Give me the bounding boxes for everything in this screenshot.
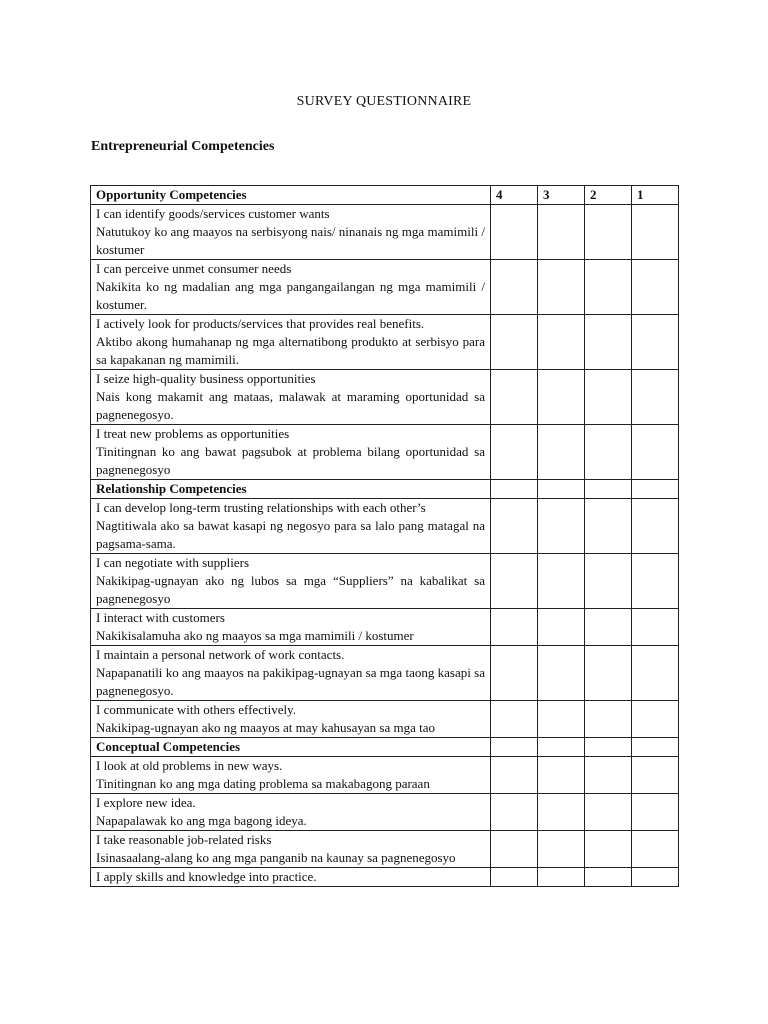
rating-cell-1[interactable] [632, 205, 679, 260]
rating-cell-4[interactable] [491, 646, 538, 701]
question-english: I treat new problems as opportunities [96, 426, 290, 441]
question-row [91, 205, 679, 260]
question-text [91, 370, 491, 425]
rating-cell-4[interactable] [491, 370, 538, 425]
rating-cell-2[interactable] [585, 609, 632, 646]
question-row [91, 554, 679, 609]
section-subtitle: Entrepreneurial Competencies [91, 139, 275, 154]
scale-header-3: 3 [538, 186, 585, 205]
question-english: I actively look for products/services that provides real benefits. [96, 316, 425, 331]
question-tagalog: Napapanatili ko ang maayos na pakikipag-ugnayan sa mga taong kasapi sa pagnenegosyo. [96, 665, 485, 698]
question-english: I can perceive unmet consumer needs [96, 261, 292, 276]
question-english: I seize high-quality business opportunities [96, 371, 316, 386]
rating-cell-1[interactable] [632, 868, 679, 887]
scale-blank-cell [491, 480, 538, 499]
question-tagalog: Nakikipag-ugnayan ako ng maayos at may kahusayan sa mga tao [96, 720, 435, 735]
question-tagalog: Nagtitiwala ako sa bawat kasapi ng negosyo para sa lalo pang matagal na pagsama-sama. [96, 518, 485, 551]
question-text [91, 315, 491, 370]
question-row [91, 646, 679, 701]
scale-blank-cell [538, 480, 585, 499]
question-tagalog: Nais kong makamit ang mataas, malawak at maraming oportunidad sa pagnenegosyo. [96, 389, 485, 422]
question-text [91, 868, 491, 887]
question-english: I explore new idea. [96, 795, 196, 810]
rating-cell-4[interactable] [491, 609, 538, 646]
question-row [91, 868, 679, 887]
question-tagalog: Isinasaalang-alang ko ang mga panganib na kaunay sa pagnenegosyo [96, 850, 456, 865]
question-text [91, 554, 491, 609]
rating-cell-2[interactable] [585, 831, 632, 868]
survey-table-body [91, 186, 679, 887]
rating-cell-2[interactable] [585, 499, 632, 554]
scale-blank-cell [538, 738, 585, 757]
rating-cell-1[interactable] [632, 370, 679, 425]
rating-cell-4[interactable] [491, 315, 538, 370]
rating-cell-3[interactable] [538, 794, 585, 831]
rating-cell-4[interactable] [491, 794, 538, 831]
rating-cell-2[interactable] [585, 425, 632, 480]
section-heading: Opportunity Competencies [91, 186, 491, 205]
rating-cell-3[interactable] [538, 609, 585, 646]
rating-cell-3[interactable] [538, 315, 585, 370]
rating-cell-1[interactable] [632, 831, 679, 868]
survey-table [90, 185, 679, 887]
rating-cell-2[interactable] [585, 370, 632, 425]
question-tagalog: Aktibo akong humahanap ng mga alternatibong produkto at serbisyo para sa kapakanan ng mamimili. [96, 334, 485, 367]
section-heading-row [91, 186, 679, 205]
question-row [91, 499, 679, 554]
rating-cell-1[interactable] [632, 260, 679, 315]
question-text [91, 831, 491, 868]
question-text [91, 425, 491, 480]
scale-blank-cell [491, 738, 538, 757]
question-row [91, 701, 679, 738]
rating-cell-1[interactable] [632, 609, 679, 646]
rating-cell-3[interactable] [538, 757, 585, 794]
rating-cell-3[interactable] [538, 499, 585, 554]
rating-cell-3[interactable] [538, 370, 585, 425]
rating-cell-1[interactable] [632, 554, 679, 609]
rating-cell-2[interactable] [585, 794, 632, 831]
question-tagalog: Tinitingnan ko ang mga dating problema sa makabagong paraan [96, 776, 430, 791]
question-english: I can develop long-term trusting relationships with each other’s [96, 500, 426, 515]
question-english: I communicate with others effectively. [96, 702, 296, 717]
rating-cell-3[interactable] [538, 205, 585, 260]
rating-cell-2[interactable] [585, 757, 632, 794]
scale-blank-cell [585, 480, 632, 499]
question-tagalog: Tinitingnan ko ang bawat pagsubok at problema bilang oportunidad sa pagnenegosyo [96, 444, 485, 477]
question-row [91, 757, 679, 794]
rating-cell-4[interactable] [491, 757, 538, 794]
question-english: I can identify goods/services customer wants [96, 206, 330, 221]
question-tagalog: Nakikita ko ng madalian ang mga pangangailangan ng mga mamimili / kostumer. [96, 279, 485, 312]
question-text [91, 609, 491, 646]
question-text [91, 646, 491, 701]
rating-cell-2[interactable] [585, 315, 632, 370]
rating-cell-3[interactable] [538, 701, 585, 738]
rating-cell-3[interactable] [538, 646, 585, 701]
rating-cell-1[interactable] [632, 499, 679, 554]
question-row [91, 370, 679, 425]
rating-cell-3[interactable] [538, 554, 585, 609]
question-text [91, 499, 491, 554]
question-english: I take reasonable job-related risks [96, 832, 272, 847]
question-text [91, 794, 491, 831]
question-english: I interact with customers [96, 610, 225, 625]
question-text [91, 701, 491, 738]
question-row [91, 260, 679, 315]
question-text [91, 757, 491, 794]
question-english: I maintain a personal network of work contacts. [96, 647, 345, 662]
section-heading-row [91, 480, 679, 499]
rating-cell-2[interactable] [585, 554, 632, 609]
rating-cell-4[interactable] [491, 205, 538, 260]
question-row [91, 609, 679, 646]
rating-cell-4[interactable] [491, 554, 538, 609]
rating-cell-1[interactable] [632, 646, 679, 701]
question-tagalog: Natutukoy ko ang maayos na serbisyong nais/ ninanais ng mga mamimili / kostumer [96, 224, 485, 257]
question-tagalog: Napapalawak ko ang mga bagong ideya. [96, 813, 307, 828]
rating-cell-1[interactable] [632, 794, 679, 831]
rating-cell-1[interactable] [632, 425, 679, 480]
question-english: I can negotiate with suppliers [96, 555, 250, 570]
rating-cell-4[interactable] [491, 425, 538, 480]
scale-header-4: 4 [491, 186, 538, 205]
question-english: I apply skills and knowledge into practice. [96, 869, 317, 884]
rating-cell-2[interactable] [585, 260, 632, 315]
rating-cell-2[interactable] [585, 646, 632, 701]
scale-blank-cell [632, 738, 679, 757]
rating-cell-1[interactable] [632, 701, 679, 738]
rating-cell-2[interactable] [585, 205, 632, 260]
rating-cell-4[interactable] [491, 831, 538, 868]
rating-cell-3[interactable] [538, 260, 585, 315]
scale-header-1: 1 [632, 186, 679, 205]
question-row [91, 315, 679, 370]
section-heading: Relationship Competencies [91, 480, 491, 499]
section-heading: Conceptual Competencies [91, 738, 491, 757]
rating-cell-3[interactable] [538, 831, 585, 868]
scale-blank-cell [632, 480, 679, 499]
rating-cell-2[interactable] [585, 701, 632, 738]
question-tagalog: Nakikipag-ugnayan ako ng lubos sa mga “Suppliers” na kabalikat sa pagnenegosyo [96, 573, 485, 606]
question-tagalog: Nakikisalamuha ako ng maayos sa mga mamimili / kostumer [96, 628, 414, 643]
rating-cell-2[interactable] [585, 868, 632, 887]
question-english: I look at old problems in new ways. [96, 758, 283, 773]
scale-header-2: 2 [585, 186, 632, 205]
rating-cell-1[interactable] [632, 757, 679, 794]
rating-cell-4[interactable] [491, 499, 538, 554]
section-heading-row [91, 738, 679, 757]
rating-cell-4[interactable] [491, 701, 538, 738]
question-row [91, 425, 679, 480]
rating-cell-1[interactable] [632, 315, 679, 370]
question-row [91, 794, 679, 831]
rating-cell-4[interactable] [491, 868, 538, 887]
rating-cell-3[interactable] [538, 425, 585, 480]
rating-cell-4[interactable] [491, 260, 538, 315]
question-text [91, 260, 491, 315]
scale-blank-cell [585, 738, 632, 757]
rating-cell-3[interactable] [538, 868, 585, 887]
question-row [91, 831, 679, 868]
page-title: SURVEY QUESTIONNAIRE [296, 94, 472, 109]
question-text [91, 205, 491, 260]
